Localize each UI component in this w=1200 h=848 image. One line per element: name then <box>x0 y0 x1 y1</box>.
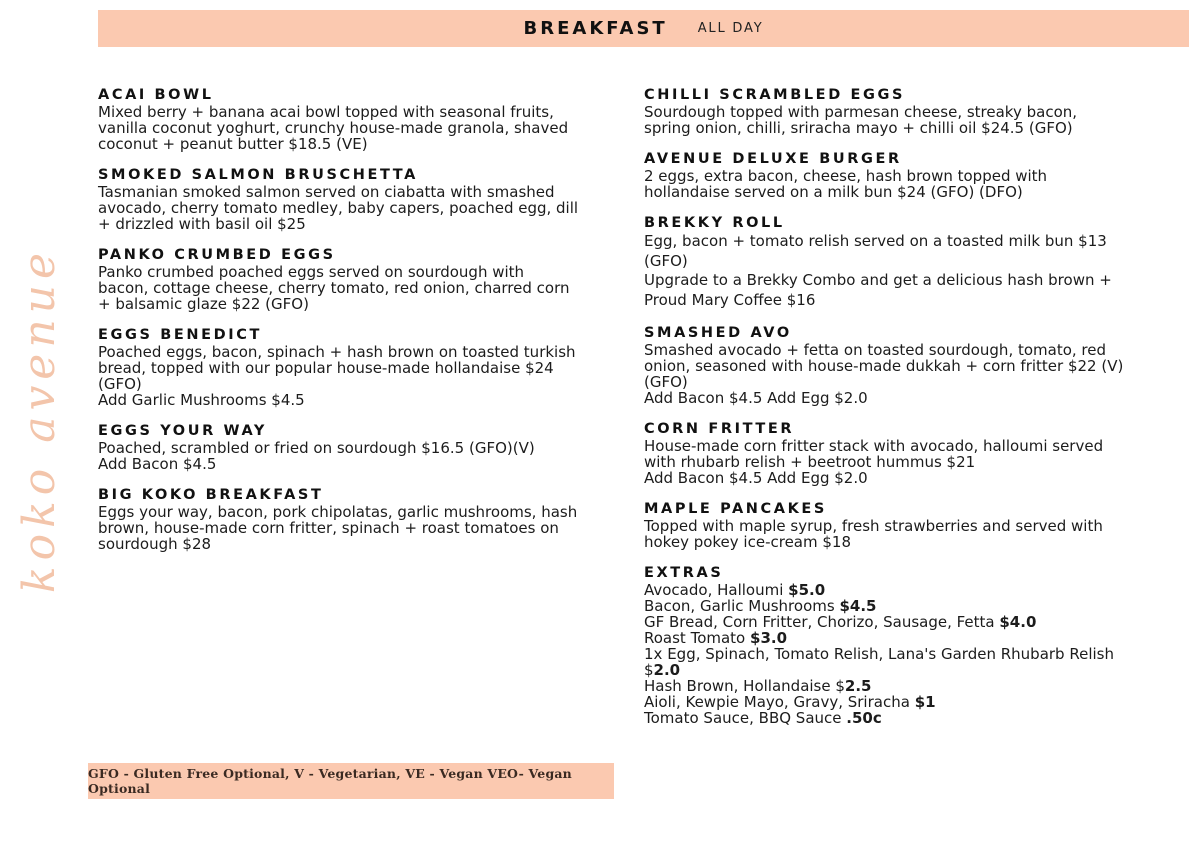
extras-price: $4.5 <box>839 597 877 615</box>
extras-line <box>644 614 1174 630</box>
menu-item <box>98 166 628 232</box>
extras-section <box>644 564 1174 726</box>
item-name: BIG KOKO BREAKFAST <box>98 487 324 503</box>
item-description: Egg, bacon + tomato relish served on a toasted milk bun $13 (GFO) <box>644 232 1107 270</box>
item-name: PANKO CRUMBED EGGS <box>98 247 336 263</box>
extras-text: Hash Brown, Hollandaise $ <box>644 677 845 695</box>
item-description: Poached, scrambled or fried on sourdough $16.5 (GFO)(V) Add Bacon $4.5 <box>98 439 535 473</box>
extras-line <box>644 646 1174 678</box>
extras-text: GF Bread, Corn Fritter, Chorizo, Sausage, Fetta <box>644 613 1000 631</box>
menu-item <box>644 214 1174 310</box>
extras-line <box>644 710 1174 726</box>
extras-price: 2.5 <box>844 677 872 695</box>
extras-text: Aioli, Kewpie Mayo, Gravy, Sriracha <box>644 693 915 711</box>
extras-text: Bacon, Garlic Mushrooms <box>644 597 840 615</box>
menu-item <box>98 326 628 408</box>
header-banner <box>98 10 1189 47</box>
item-description: Tasmanian smoked salmon served on ciabatta with smashed avocado, cherry tomato medley, baby capers, poached egg, dill + drizzled with basil oil $25 <box>98 183 579 233</box>
menu-item <box>644 324 1174 406</box>
item-description: House-made corn fritter stack with avocado, halloumi served with rhubarb relish + beetroot hummus $21 Add Bacon $4.5 Add Egg $2.0 <box>644 437 1104 487</box>
extras-price: $5.0 <box>788 581 826 599</box>
item-description: Smashed avocado + fetta on toasted sourdough, tomato, red onion, seasoned with house-made dukkah + corn fritter $22 (V) (GFO) Add Bacon $4.5 Add Egg $2.0 <box>644 341 1124 407</box>
item-name: CORN FRITTER <box>644 421 795 437</box>
item-name: SMASHED AVO <box>644 325 792 341</box>
menu-column-left <box>98 86 628 566</box>
extras-line <box>644 694 1174 710</box>
item-description: Eggs your way, bacon, pork chipolatas, garlic mushrooms, hash brown, house-made corn fritter, spinach + roast tomatoes on sourdough $28 <box>98 503 578 553</box>
item-name: MAPLE PANCAKES <box>644 501 827 517</box>
page-title: BREAKFAST <box>523 18 668 39</box>
menu-item <box>98 422 628 472</box>
item-description: Topped with maple syrup, fresh strawberries and served with hokey pokey ice-cream $18 <box>644 517 1103 551</box>
menu-item <box>644 420 1174 486</box>
extras-price: $3.0 <box>750 629 788 647</box>
extras-text: Roast Tomato <box>644 629 751 647</box>
extras-price: 2.0 <box>653 661 681 679</box>
menu-item <box>98 86 628 152</box>
item-description: Panko crumbed poached eggs served on sourdough with bacon, cottage cheese, cherry tomato, red onion, charred corn + balsamic glaze $22 (GFO) <box>98 263 570 313</box>
menu-item <box>98 486 628 552</box>
menu-column-right <box>644 86 1174 740</box>
extras-line <box>644 582 1174 598</box>
menu-item <box>644 86 1174 136</box>
item-description: Poached eggs, bacon, spinach + hash brown on toasted turkish bread, topped with our popular house-made hollandaise $24 (GFO) Add Garlic Mushrooms $4.5 <box>98 343 576 409</box>
extras-price: $1 <box>914 693 936 711</box>
item-name: EGGS BENEDICT <box>98 327 262 343</box>
legend-text: GFO - Gluten Free Optional, V - Vegetarian, VE - Vegan VEO- Vegan Optional <box>88 766 572 796</box>
brand-watermark: koko avenue <box>14 246 65 594</box>
item-name: SMOKED SALMON BRUSCHETTA <box>98 167 418 183</box>
item-description: 2 eggs, extra bacon, cheese, hash brown topped with hollandaise served on a milk bun $24 (GFO) (DFO) <box>644 167 1048 201</box>
extras-title: EXTRAS <box>644 565 724 581</box>
menu-item <box>644 150 1174 200</box>
menu-item <box>98 246 628 312</box>
item-name: EGGS YOUR WAY <box>98 423 267 439</box>
extras-text: Avocado, Halloumi <box>644 581 789 599</box>
extras-line <box>644 630 1174 646</box>
extras-line <box>644 598 1174 614</box>
extras-text: Tomato Sauce, BBQ Sauce <box>644 709 847 727</box>
menu-item <box>644 500 1174 550</box>
item-upgrade-note: Upgrade to a Brekky Combo and get a delicious hash brown + Proud Mary Coffee $16 <box>644 271 1112 309</box>
dietary-legend <box>88 763 614 799</box>
extras-price: $4.0 <box>999 613 1037 631</box>
item-name: CHILLI SCRAMBLED EGGS <box>644 87 906 103</box>
item-name: BREKKY ROLL <box>644 215 785 231</box>
item-name: ACAI BOWL <box>98 87 214 103</box>
item-name: AVENUE DELUXE BURGER <box>644 151 902 167</box>
extras-line <box>644 678 1174 694</box>
item-description: Sourdough topped with parmesan cheese, streaky bacon, spring onion, chilli, sriracha mayo + chilli oil $24.5 (GFO) <box>644 103 1078 137</box>
item-description: Mixed berry + banana acai bowl topped with seasonal fruits, vanilla coconut yoghurt, crunchy house-made granola, shaved coconut + peanut butter $18.5 (VE) <box>98 103 569 153</box>
extras-text: 1x Egg, Spinach, Tomato Relish, Lana's Garden Rhubarb Relish $ <box>644 645 1114 679</box>
page-subtitle: ALL DAY <box>697 21 764 36</box>
extras-price: .50c <box>846 709 882 727</box>
